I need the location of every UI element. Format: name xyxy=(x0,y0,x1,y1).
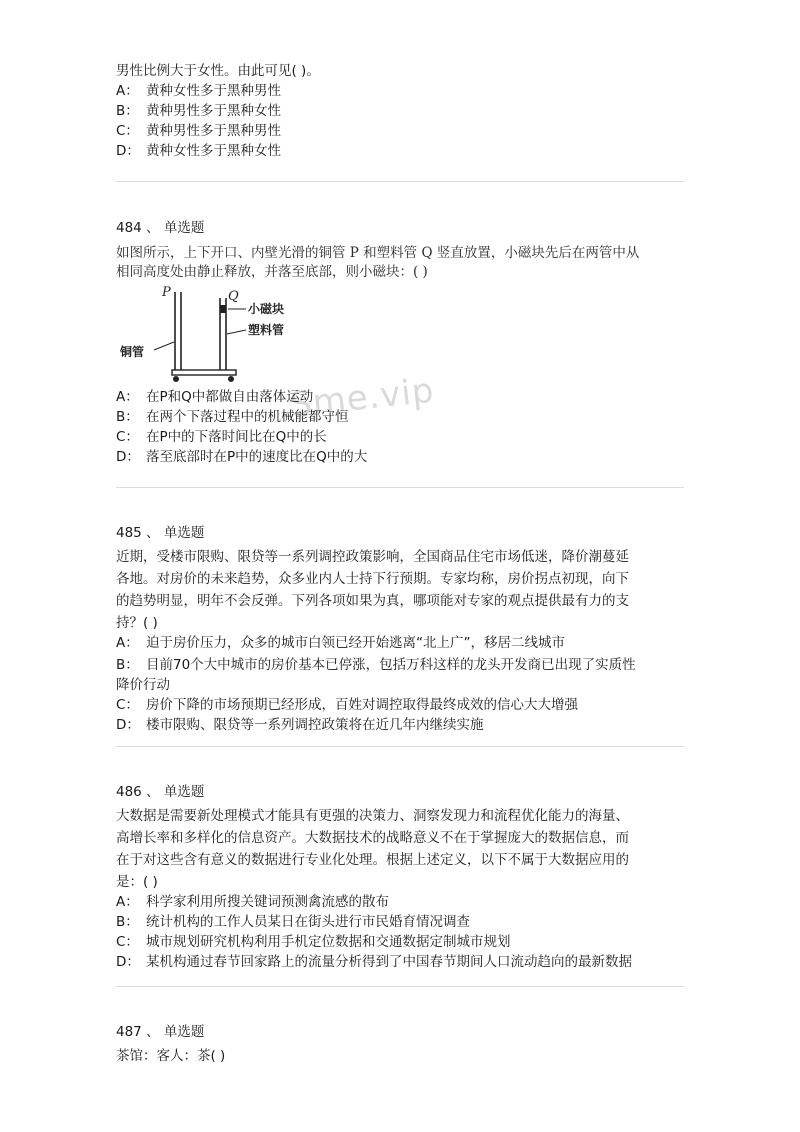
stand-base xyxy=(172,370,236,375)
option-letter: A： xyxy=(116,894,139,910)
q485-option-a[interactable] xyxy=(116,634,565,652)
option-text: 落至底部时在P中的速度比在Q中的大 xyxy=(146,449,368,465)
q483-option-d[interactable] xyxy=(116,142,281,160)
q483-option-a[interactable] xyxy=(116,82,281,100)
option-letter: A： xyxy=(116,635,139,651)
q485-header: 485 、 单选题 xyxy=(116,525,205,541)
option-letter: B： xyxy=(116,103,139,119)
option-text: 在两个下落过程中的机械能都守恒 xyxy=(146,409,349,425)
copper-leader xyxy=(154,342,174,350)
stem-line: 如图所示，上下开口、内壁光滑的铜管 P 和塑料管 Q 竖直放置，小磁块先后在两管中从 xyxy=(116,245,640,261)
q485-stem-line: 各地。对房价的未来趋势，众多业内人士持下行预期。专家均称，房价拐点初现，向下 xyxy=(116,571,629,587)
q484-option-b[interactable] xyxy=(116,408,349,426)
q486-option-b[interactable] xyxy=(116,913,470,931)
label-plastic-pipe: 塑料管 xyxy=(248,323,285,337)
label-copper-pipe: 铜管 xyxy=(120,345,145,359)
q484-option-d[interactable] xyxy=(116,448,367,466)
watermark: Sme.vip xyxy=(288,370,437,426)
option-text: 目前70个大中城市的房价基本已停涨，包括万科这样的龙头开发商已出现了实质性 xyxy=(146,657,636,673)
option-letter: D： xyxy=(116,143,140,159)
q486-stem-line: 是：( ) xyxy=(116,874,158,890)
q485-stem-line: 近期，受楼市限购、限贷等一系列调控政策影响，全国商品住宅市场低迷，降价潮蔓延 xyxy=(116,549,629,565)
option-text: 统计机构的工作人员某日在街头进行市民婚育情况调查 xyxy=(146,914,470,930)
stem-line: 相同高度处由静止释放，并落至底部，则小磁块：( ) xyxy=(116,264,428,280)
q486-stem-line: 在于对这些含有意义的数据进行专业化处理。根据上述定义，以下不属于大数据应用的 xyxy=(116,852,629,868)
option-text: 在P和Q中都做自由落体运动 xyxy=(146,389,314,405)
divider xyxy=(116,487,684,488)
q486-option-a[interactable] xyxy=(116,893,389,911)
q483-stem-tail: 男性比例大于女性。由此可见( )。 xyxy=(116,63,320,79)
plastic-leader xyxy=(227,330,246,334)
label-magnet: 小磁块 xyxy=(248,302,285,316)
q485-option-b-cont: 降价行动 xyxy=(116,677,170,693)
q487-stem: 茶馆：客人：茶( ) xyxy=(116,1048,226,1064)
q485-option-d[interactable] xyxy=(116,716,484,734)
divider xyxy=(116,986,684,987)
q484-option-a[interactable] xyxy=(116,388,313,406)
option-letter: D： xyxy=(116,954,140,970)
label-q: Q xyxy=(228,289,239,304)
option-letter: A： xyxy=(116,389,139,405)
option-letter: B： xyxy=(116,914,139,930)
pipes-figure xyxy=(116,284,316,388)
wheel-icon xyxy=(173,376,179,382)
q483-option-c[interactable] xyxy=(116,122,281,140)
wheel-icon xyxy=(228,376,234,382)
option-text: 房价下降的市场预期已经形成，百姓对调控取得最终成效的信心大大增强 xyxy=(146,697,578,713)
magnet-icon xyxy=(220,305,226,313)
option-text: 城市规划研究机构利用手机定位数据和交通数据定制城市规划 xyxy=(146,934,511,950)
q486-stem-line: 高增长率和多样化的信息资产。大数据技术的战略意义不在于掌握庞大的数据信息，而 xyxy=(116,830,629,846)
q486-option-d[interactable] xyxy=(116,953,632,971)
divider xyxy=(116,746,684,747)
option-letter: C： xyxy=(116,697,139,713)
option-letter: A： xyxy=(116,83,139,99)
option-text: 迫于房价压力，众多的城市白领已经开始逃离“北上广”，移居二线城市 xyxy=(146,635,565,651)
option-letter: C： xyxy=(116,934,139,950)
option-text: 黄种女性多于黑种女性 xyxy=(146,143,281,159)
q483-option-b[interactable] xyxy=(116,102,281,120)
q485-stem-line: 的趋势明显，明年不会反弹。下列各项如果为真，哪项能对专家的观点提供最有力的支 xyxy=(116,593,629,609)
label-p: P xyxy=(162,285,171,300)
option-text: 科学家利用所搜关键词预测禽流感的散布 xyxy=(146,894,389,910)
option-letter: C： xyxy=(116,123,139,139)
option-text: 黄种男性多于黑种男性 xyxy=(146,123,281,139)
q486-header: 486 、 单选题 xyxy=(116,784,205,800)
option-letter: D： xyxy=(116,717,140,733)
q484-header: 484 、 单选题 xyxy=(116,220,205,236)
q486-option-c[interactable] xyxy=(116,933,511,951)
q486-stem-line: 大数据是需要新处理模式才能具有更强的决策力、洞察发现力和流程优化能力的海量、 xyxy=(116,808,629,824)
q485-stem-line: 持？( ) xyxy=(116,615,158,631)
option-letter: C： xyxy=(116,429,139,445)
q485-option-c[interactable] xyxy=(116,696,578,714)
q487-header: 487 、 单选题 xyxy=(116,1024,205,1040)
option-letter: D： xyxy=(116,449,140,465)
divider xyxy=(116,181,684,182)
option-letter: B： xyxy=(116,409,139,425)
q484-stem xyxy=(116,244,686,282)
option-text: 在P中的下落时间比在Q中的长 xyxy=(146,429,327,445)
option-text: 某机构通过春节回家路上的流量分析得到了中国春节期间人口流动趋向的最新数据 xyxy=(146,954,632,970)
option-text: 黄种男性多于黑种女性 xyxy=(146,103,281,119)
q484-option-c[interactable] xyxy=(116,428,327,446)
option-text: 黄种女性多于黑种男性 xyxy=(146,83,281,99)
option-text: 楼市限购、限贷等一系列调控政策将在近几年内继续实施 xyxy=(146,717,484,733)
option-letter: B： xyxy=(116,657,139,673)
q485-option-b[interactable] xyxy=(116,656,636,674)
